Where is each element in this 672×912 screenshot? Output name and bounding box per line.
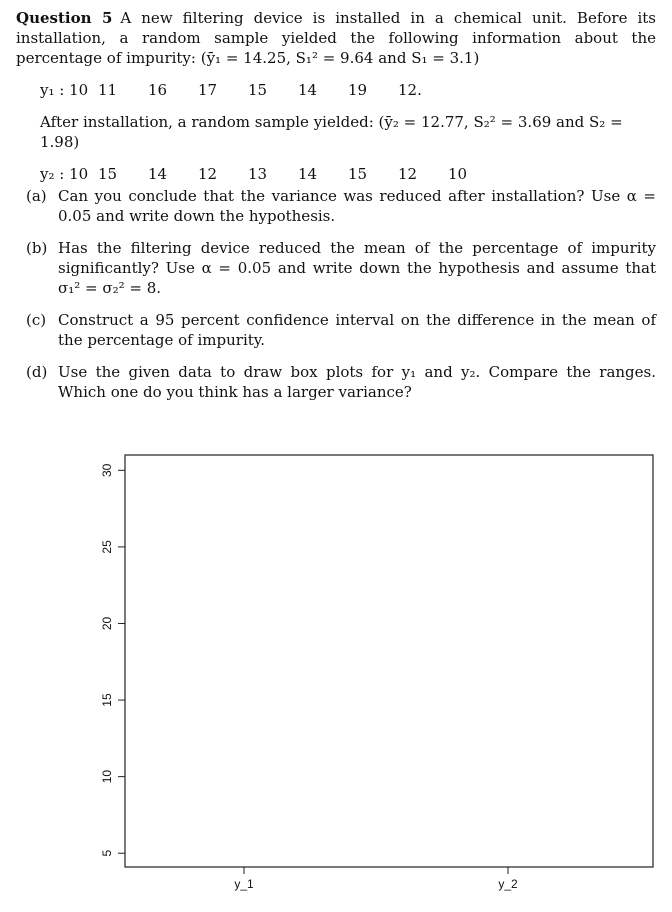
part-label: (a) [26, 187, 47, 205]
part-label: (b) [26, 239, 48, 257]
plot-frame [125, 455, 653, 867]
y2-value: 15 [98, 165, 118, 183]
y1-value: 14 [298, 81, 318, 99]
y2-value: 12 [398, 165, 418, 183]
part-text: Construct a 95 percent confidence interval on the difference in the mean of the percentage of impurity. [58, 311, 656, 349]
y1-value: 17 [198, 81, 218, 99]
y1-value: 11 [98, 81, 118, 99]
after-installation-text: After installation, a random sample yielded: (ȳ₂ = 12.77, S₂² = 3.69 and S₂ = 1.98) [40, 113, 623, 151]
x-tick-label: y_1 [234, 877, 254, 891]
y2-value: 15 [348, 165, 368, 183]
y-axis [100, 463, 125, 856]
y-tick-label: 15 [100, 693, 114, 707]
x-tick-label: y_2 [498, 877, 518, 891]
part-label: (d) [26, 363, 48, 381]
question-intro-text: A new filtering device is installed in a chemical unit. Before its installation, a random sample yielded the following information about the percentage of impurity: (ȳ₁ = 14.25, S₁² = 9.64 and S₁ = 3.1) [16, 9, 656, 67]
y1-value: 16 [148, 81, 168, 99]
y-tick-label: 30 [100, 463, 114, 477]
y1-value: 19 [348, 81, 368, 99]
y2-value: 14 [148, 165, 168, 183]
y2-value: 12 [198, 165, 218, 183]
y1-value: 15 [248, 81, 268, 99]
y2-value: 13 [248, 165, 268, 183]
question-number: Question 5 [16, 9, 113, 27]
x-axis [234, 867, 518, 891]
y-tick-label: 25 [100, 540, 114, 554]
part-text: Use the given data to draw box plots for y₁ and y₂. Compare the ranges. Which one do you think has a larger variance? [58, 363, 656, 401]
part-text: Can you conclude that the variance was reduced after installation? Use α = 0.05 and write down the hypothesis. [58, 187, 656, 225]
part-text: Has the filtering device reduced the mean of the percentage of impurity significantly? Use α = 0.05 and write down the hypothesis and assume that σ₁² = σ₂² = 8. [58, 239, 656, 297]
y-tick-label: 20 [100, 616, 114, 631]
part-label: (c) [26, 311, 47, 329]
y-tick-label: 10 [100, 769, 114, 784]
y2-value: 14 [298, 165, 318, 183]
y2-value: 10 [448, 165, 468, 183]
y1-value: 12. [398, 81, 422, 99]
y-tick-label: 5 [100, 849, 114, 857]
y2-label: y₂ : 10 [40, 165, 89, 183]
y1-label: y₁ : 10 [40, 81, 89, 99]
